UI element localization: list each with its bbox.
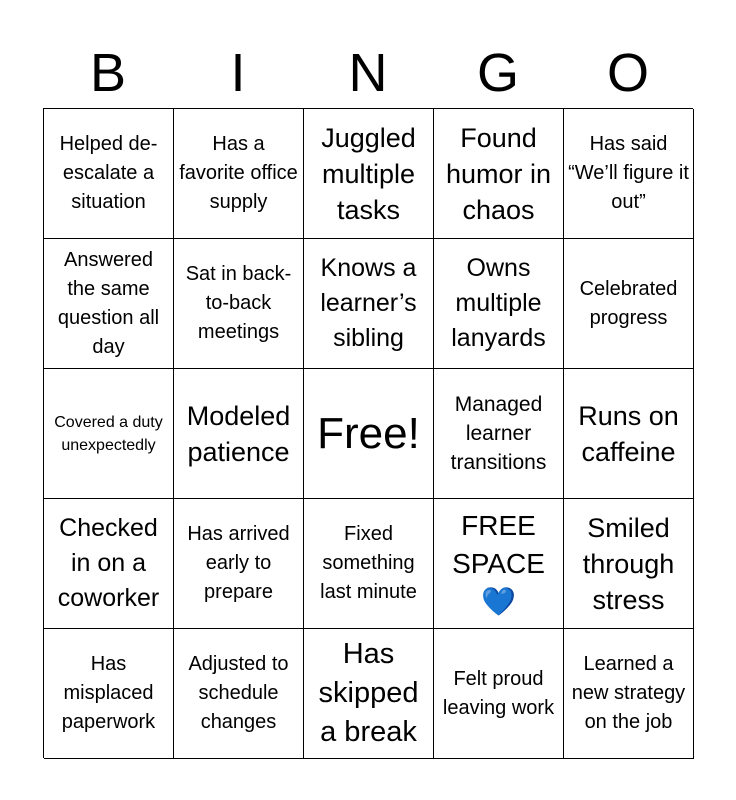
bingo-cell-3-1[interactable] — [44, 369, 174, 499]
cell-text: Smiled through stress — [582, 512, 675, 615]
cell-text: Fixed something last minute — [320, 523, 417, 603]
bingo-cell-3-3[interactable] — [304, 369, 434, 499]
header-letter-o: O — [606, 43, 649, 103]
cell-text: Has misplaced paperwork — [61, 653, 156, 733]
bingo-cell-4-3[interactable] — [304, 499, 434, 629]
bingo-cell-5-5[interactable] — [564, 629, 694, 759]
cell-text: Runs on caffeine — [578, 400, 679, 467]
cell-text: Felt proud leaving work — [442, 667, 555, 719]
cell-text: Has skipped a break — [318, 638, 419, 748]
bingo-cell-2-1[interactable] — [44, 239, 174, 369]
cell-text: Has said “We’ll figure it out” — [568, 133, 689, 213]
bingo-cell-1-4[interactable] — [434, 109, 564, 239]
header-letter-n: N — [348, 43, 388, 103]
bingo-cell-4-4[interactable] — [434, 499, 564, 629]
cell-text: Juggled multiple tasks — [321, 122, 416, 225]
bingo-cell-4-5[interactable] — [564, 499, 694, 629]
cell-text: Learned a new strategy on the job — [571, 653, 686, 733]
cell-text: Celebrated progress — [579, 277, 678, 329]
cell-text: Managed learner transitions — [450, 393, 547, 474]
cell-text: Owns multiple lanyards — [451, 254, 546, 352]
free-cell-text: Free! — [317, 408, 420, 458]
bingo-cell-5-4[interactable] — [434, 629, 564, 759]
bingo-cell-1-5[interactable] — [564, 109, 694, 239]
cell-text: Modeled patience — [186, 400, 291, 467]
blue-heart-icon: 💙 — [481, 585, 516, 617]
bingo-cell-2-2[interactable] — [174, 239, 304, 369]
bingo-cell-2-5[interactable] — [564, 239, 694, 369]
bingo-cell-5-2[interactable] — [174, 629, 304, 759]
header-letter-b: B — [89, 43, 127, 103]
cell-text: Answered the same question all day — [57, 248, 160, 358]
bingo-cell-1-2[interactable] — [174, 109, 304, 239]
cell-text: Checked in on a coworker — [57, 514, 160, 612]
cell-text: Knows a learner’s sibling — [320, 254, 417, 352]
cell-text: Covered a duty unexpectedly — [54, 413, 163, 454]
bingo-board — [43, 108, 693, 758]
bingo-cell-5-3[interactable] — [304, 629, 434, 759]
cell-text: Has arrived early to prepare — [187, 523, 290, 603]
free-space-text: FREE SPACE — [452, 509, 545, 579]
bingo-cell-5-1[interactable] — [44, 629, 174, 759]
bingo-cell-3-4[interactable] — [434, 369, 564, 499]
bingo-header — [43, 38, 693, 108]
bingo-cell-4-2[interactable] — [174, 499, 304, 629]
bingo-cell-4-1[interactable] — [44, 499, 174, 629]
header-letter-i: I — [230, 43, 246, 103]
cell-text: Adjusted to schedule changes — [188, 653, 289, 733]
bingo-cell-1-1[interactable] — [44, 109, 174, 239]
bingo-cell-1-3[interactable] — [304, 109, 434, 239]
cell-text: Has a favorite office supply — [179, 133, 298, 213]
header-letter-g: G — [476, 43, 519, 103]
cell-text: Sat in back-to-back meetings — [185, 263, 292, 343]
cell-text: Helped de-escalate a situation — [59, 133, 158, 213]
bingo-cell-2-3[interactable] — [304, 239, 434, 369]
bingo-cell-2-4[interactable] — [434, 239, 564, 369]
bingo-cell-3-5[interactable] — [564, 369, 694, 499]
bingo-cell-3-2[interactable] — [174, 369, 304, 499]
cell-text: Found humor in chaos — [445, 122, 552, 225]
